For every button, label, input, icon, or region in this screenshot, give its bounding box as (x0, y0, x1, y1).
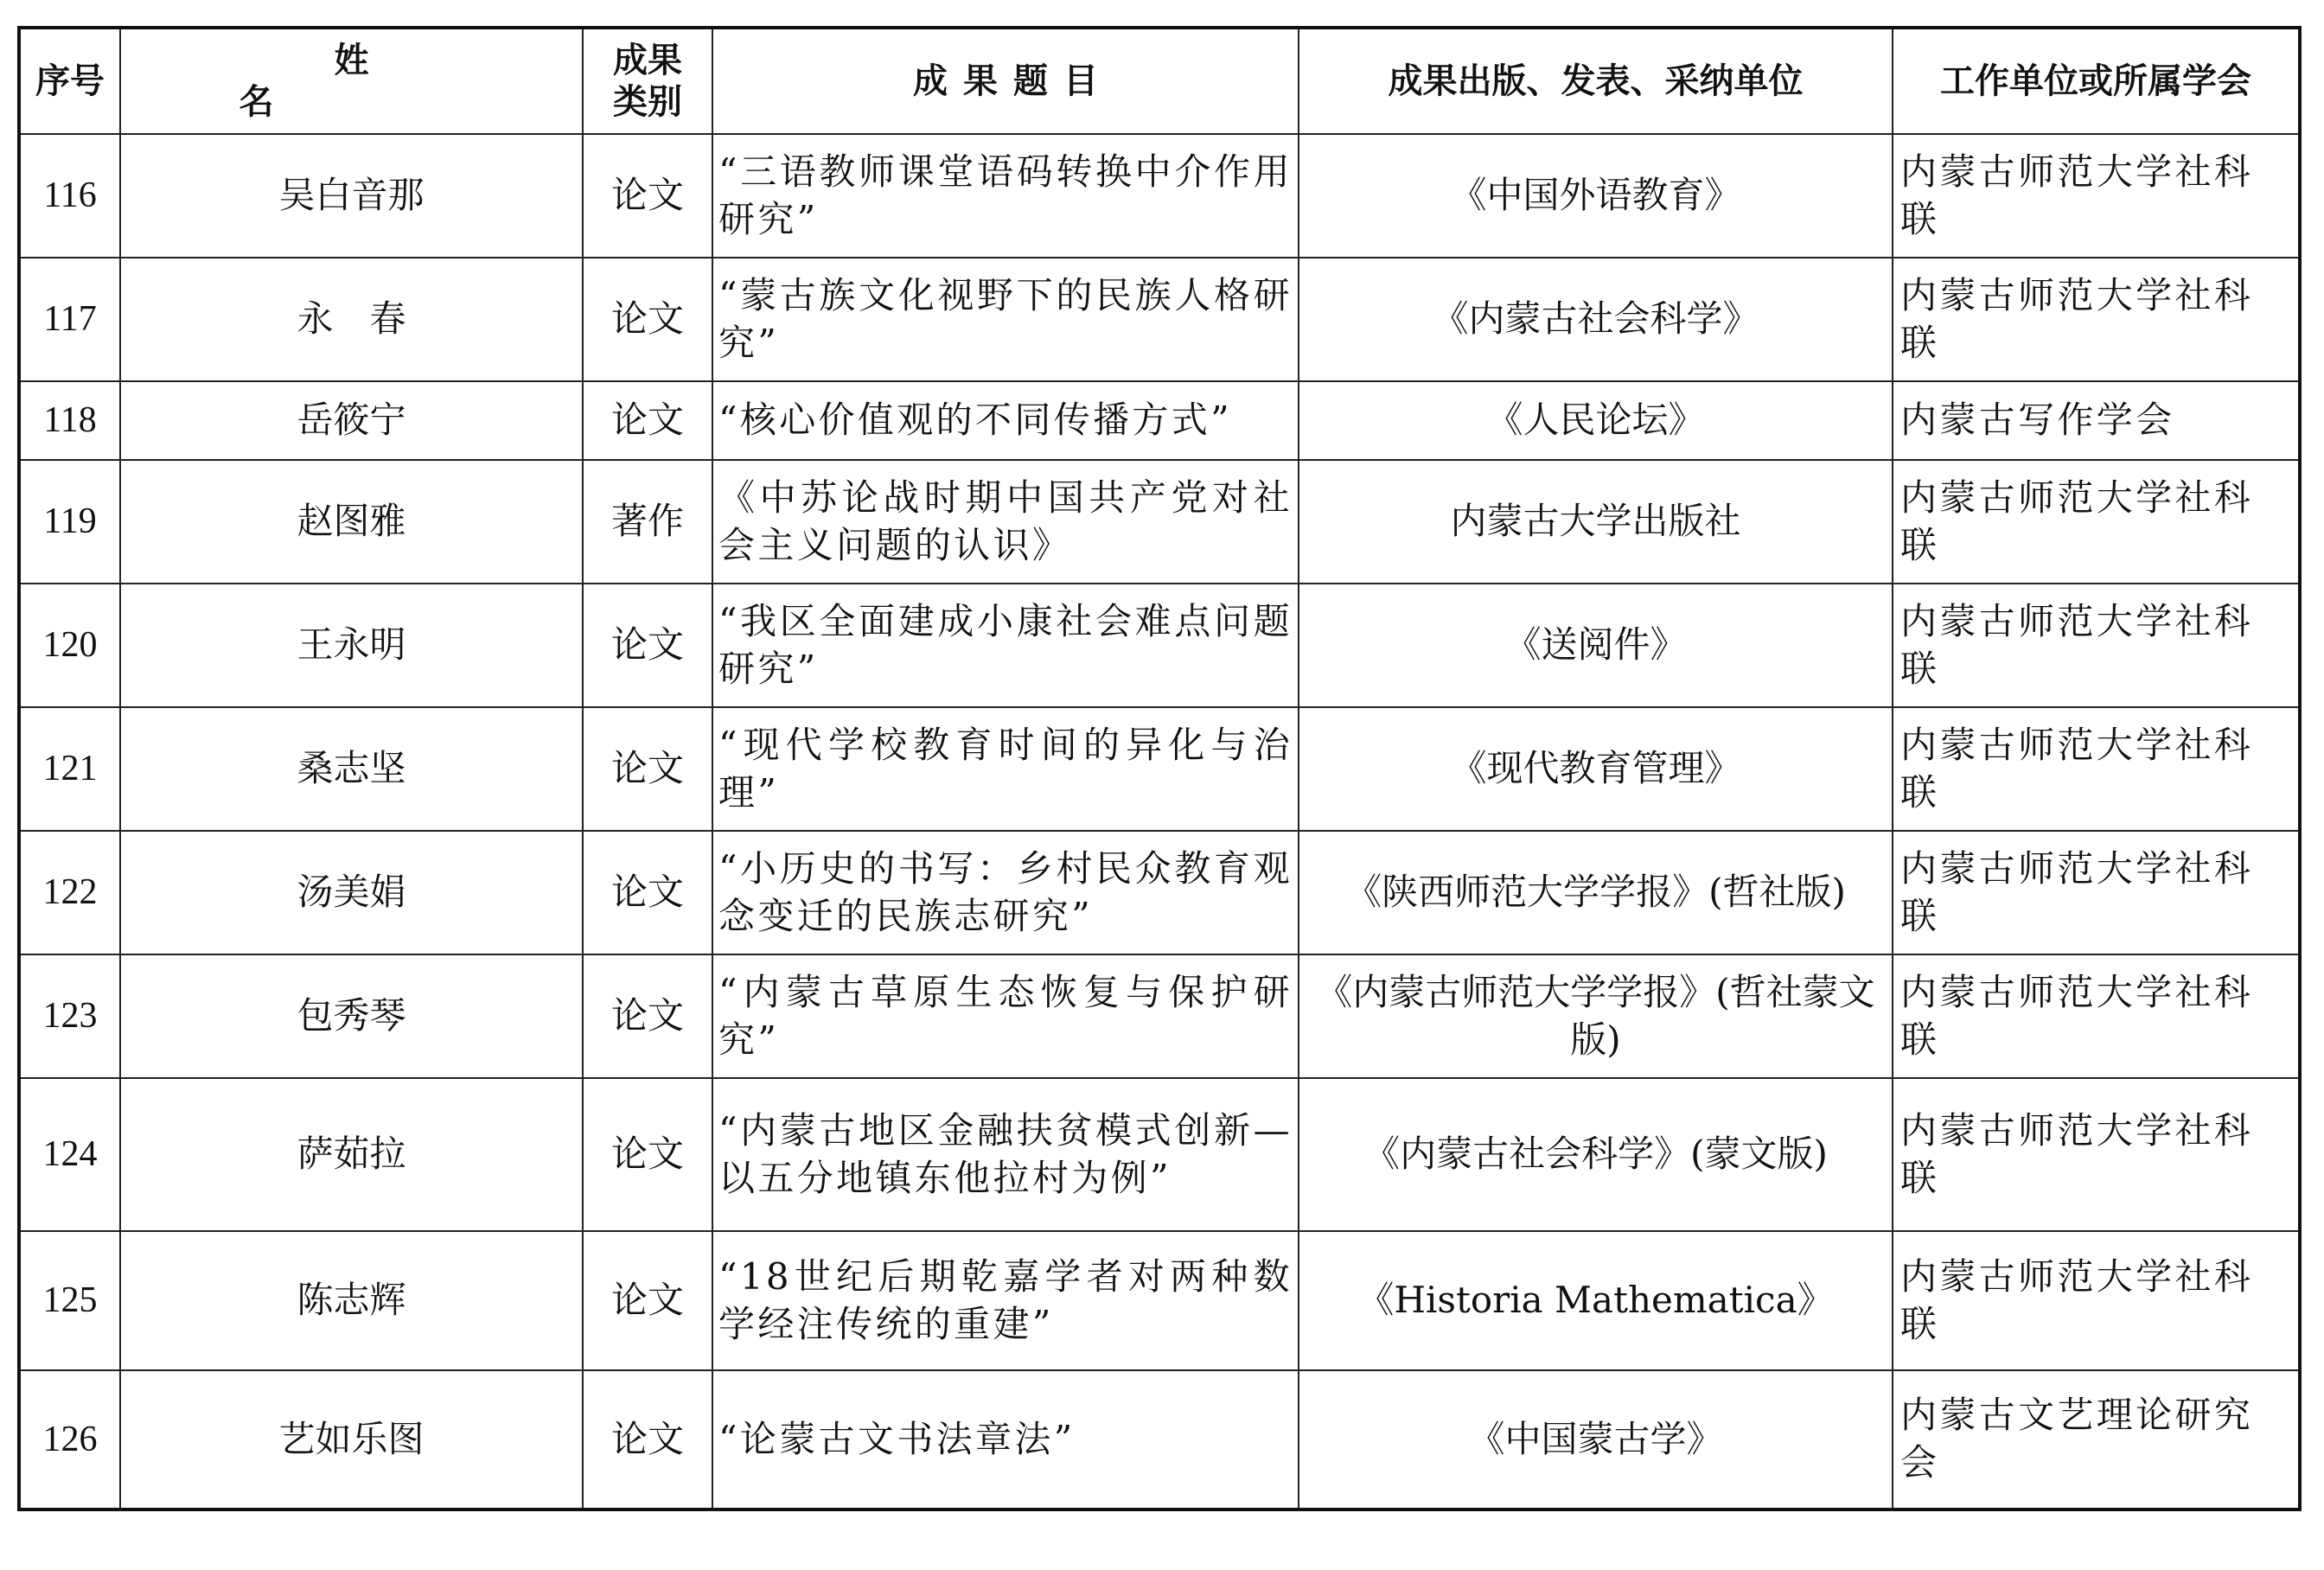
cell-name: 赵图雅 (120, 460, 583, 584)
cell-unit: 内蒙古文艺理论研究会 (1893, 1370, 2300, 1509)
cell-title: “内蒙古地区金融扶贫模式创新—以五分地镇东他拉村为例” (712, 1078, 1299, 1231)
cell-name: 汤美娟 (120, 831, 583, 954)
header-type-text: 成果类别 (613, 41, 682, 122)
cell-type: 论文 (583, 381, 712, 460)
cell-title: “现代学校教育时间的异化与治理” (712, 707, 1299, 831)
cell-number: 125 (19, 1231, 120, 1370)
cell-name: 永 春 (120, 258, 583, 381)
cell-type: 论文 (583, 584, 712, 707)
cell-unit: 内蒙古师范大学社科联 (1893, 460, 2300, 584)
cell-unit: 内蒙古师范大学社科联 (1893, 258, 2300, 381)
cell-name: 包秀琴 (120, 954, 583, 1078)
cell-unit: 内蒙古写作学会 (1893, 381, 2300, 460)
cell-publisher: 内蒙古大学出版社 (1299, 460, 1893, 584)
cell-name: 陈志辉 (120, 1231, 583, 1370)
cell-publisher: 《人民论坛》 (1299, 381, 1893, 460)
cell-publisher: 《中国外语教育》 (1299, 134, 1893, 258)
table-header (19, 28, 2300, 134)
header-title: 成果题目 (712, 28, 1299, 134)
cell-publisher: 《送阅件》 (1299, 584, 1893, 707)
cell-number: 126 (19, 1370, 120, 1509)
cell-unit: 内蒙古师范大学社科联 (1893, 584, 2300, 707)
cell-type: 论文 (583, 831, 712, 954)
table-row (19, 1370, 2300, 1509)
cell-type: 论文 (583, 1078, 712, 1231)
cell-publisher: 《内蒙古师范大学学报》(哲社蒙文版) (1299, 954, 1893, 1078)
cell-unit: 内蒙古师范大学社科联 (1893, 1231, 2300, 1370)
header-pub: 成果出版、发表、采纳单位 (1299, 28, 1893, 134)
cell-title: “三语教师课堂语码转换中介作用研究” (712, 134, 1299, 258)
cell-publisher: 《现代教育管理》 (1299, 707, 1893, 831)
header-num: 序号 (19, 28, 120, 134)
table-row (19, 381, 2300, 460)
cell-type: 论文 (583, 954, 712, 1078)
cell-type: 论文 (583, 707, 712, 831)
cell-number: 116 (19, 134, 120, 258)
cell-unit: 内蒙古师范大学社科联 (1893, 134, 2300, 258)
cell-type: 论文 (583, 258, 712, 381)
cell-unit: 内蒙古师范大学社科联 (1893, 831, 2300, 954)
table-body (19, 134, 2300, 1509)
cell-publisher: 《中国蒙古学》 (1299, 1370, 1893, 1509)
table-row (19, 1231, 2300, 1370)
cell-number: 121 (19, 707, 120, 831)
cell-title: “我区全面建成小康社会难点问题研究” (712, 584, 1299, 707)
cell-number: 119 (19, 460, 120, 584)
header-row (19, 28, 2300, 134)
cell-unit: 内蒙古师范大学社科联 (1893, 1078, 2300, 1231)
table-row (19, 1078, 2300, 1231)
cell-name: 萨茹拉 (120, 1078, 583, 1231)
cell-name: 艺如乐图 (120, 1370, 583, 1509)
cell-number: 122 (19, 831, 120, 954)
cell-number: 120 (19, 584, 120, 707)
header-type (583, 28, 712, 134)
cell-number: 118 (19, 381, 120, 460)
table-row (19, 584, 2300, 707)
cell-title: “核心价值观的不同传播方式” (712, 381, 1299, 460)
cell-name: 岳筱宁 (120, 381, 583, 460)
table-row (19, 134, 2300, 258)
cell-number: 123 (19, 954, 120, 1078)
header-name: 姓名 (120, 28, 583, 134)
cell-publisher: 《内蒙古社会科学》 (1299, 258, 1893, 381)
cell-publisher: 《陕西师范大学学报》(哲社版) (1299, 831, 1893, 954)
header-unit: 工作单位或所属学会 (1893, 28, 2300, 134)
achievements-table (17, 26, 2302, 1511)
table-row (19, 954, 2300, 1078)
cell-publisher: 《内蒙古社会科学》(蒙文版) (1299, 1078, 1893, 1231)
cell-number: 117 (19, 258, 120, 381)
cell-type: 著作 (583, 460, 712, 584)
cell-title: “小历史的书写：乡村民众教育观念变迁的民族志研究” (712, 831, 1299, 954)
cell-title: “18世纪后期乾嘉学者对两种数学经注传统的重建” (712, 1231, 1299, 1370)
table-row (19, 258, 2300, 381)
cell-title: “蒙古族文化视野下的民族人格研究” (712, 258, 1299, 381)
cell-name: 吴白音那 (120, 134, 583, 258)
cell-type: 论文 (583, 1231, 712, 1370)
cell-number: 124 (19, 1078, 120, 1231)
cell-unit: 内蒙古师范大学社科联 (1893, 954, 2300, 1078)
cell-name: 王永明 (120, 584, 583, 707)
cell-type: 论文 (583, 1370, 712, 1509)
cell-publisher: 《Historia Mathematica》 (1299, 1231, 1893, 1370)
cell-title: 《中苏论战时期中国共产党对社会主义问题的认识》 (712, 460, 1299, 584)
cell-name: 桑志坚 (120, 707, 583, 831)
cell-title: “论蒙古文书法章法” (712, 1370, 1299, 1509)
table-row (19, 831, 2300, 954)
cell-title: “内蒙古草原生态恢复与保护研究” (712, 954, 1299, 1078)
table-row (19, 707, 2300, 831)
cell-type: 论文 (583, 134, 712, 258)
table-row (19, 460, 2300, 584)
cell-unit: 内蒙古师范大学社科联 (1893, 707, 2300, 831)
